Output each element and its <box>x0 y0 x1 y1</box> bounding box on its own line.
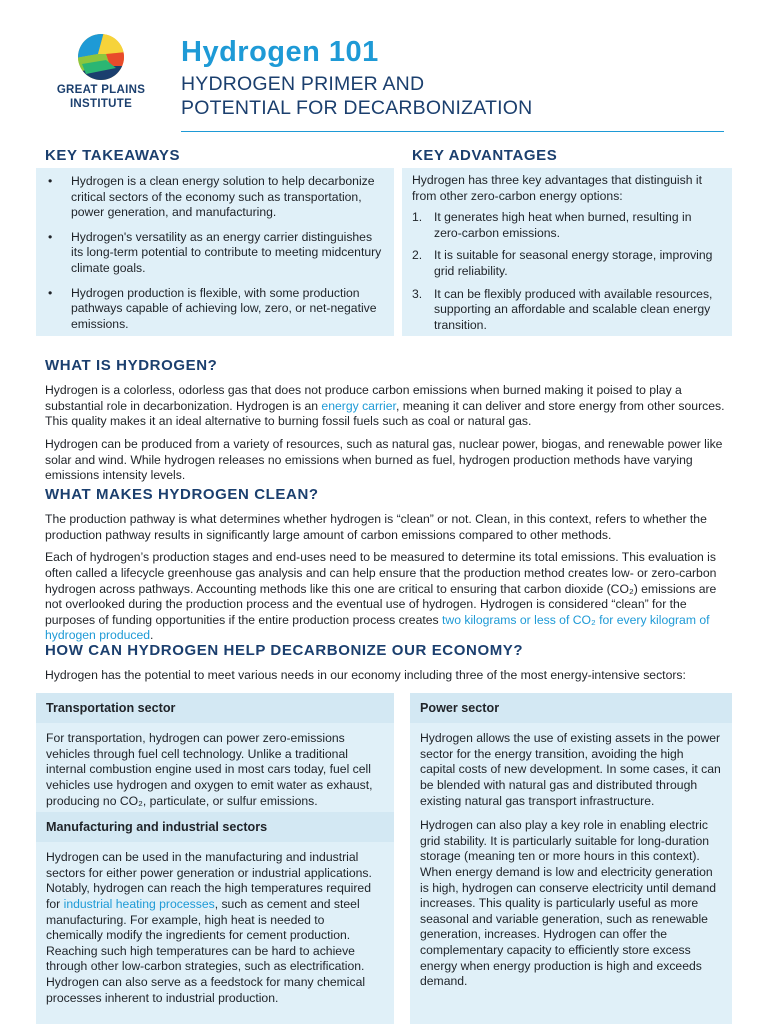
text-span: , such as cement and steel manufacturing. For example, high heat is needed to chemically modify the ingredients for cement production. Reaching such high temperatures can be hard to achieve through other low-carbon strategies, such as electrification. Hydrogen can also serve as a feedstock for many chemical processes inherent to industrial production. <box>46 896 366 1005</box>
list-item <box>412 287 722 334</box>
manufacturing-card <box>36 812 394 1024</box>
list-text: It generates high heat when burned, resulting in zero-carbon emissions. <box>434 210 692 240</box>
paragraph <box>45 383 727 430</box>
card-body: For transportation, hydrogen can power zero-emissions vehicles through fuel cell technology. Unlike a traditional internal combustion engine used in most cars today, fuel cell vehicles use hydrogen and oxygen to emit water as exhaust, producing no CO₂, particulate, or sulfur emissions. <box>36 723 394 837</box>
org-name-line2: INSTITUTE <box>69 97 133 110</box>
page-header <box>0 0 768 135</box>
card-body <box>36 842 394 1024</box>
list-number: 2. <box>412 248 423 263</box>
card-heading: Transportation sector <box>36 693 394 723</box>
list-item <box>412 248 722 279</box>
paragraph: Hydrogen has the potential to meet various needs in our economy including three of the most energy-intensive sectors: <box>45 668 686 683</box>
text-span: Hydrogen is a colorless, odorless gas that does not produce carbon emissions when burned making it poised to play a substantial role in decarbonization. Hydrogen is an <box>45 383 682 413</box>
industrial-heating-link[interactable]: industrial heating processes <box>63 896 215 911</box>
list-number: 3. <box>412 286 423 301</box>
list-item <box>412 210 722 241</box>
section-heading: WHAT MAKES HYDROGEN CLEAN? <box>45 486 319 503</box>
paragraph <box>45 550 727 644</box>
key-advantages-box <box>402 168 732 336</box>
org-name-line1: GREAT PLAINS <box>56 84 146 96</box>
two-kilograms-link[interactable]: two kilograms or less of CO₂ for every kilogram of hydrogen produced <box>45 612 710 643</box>
section-heading: WHAT IS HYDROGEN? <box>45 357 218 374</box>
page-subtitle <box>181 72 532 121</box>
great-plains-logo <box>42 32 160 112</box>
text-span: , meaning it can deliver and store energy from other sources. This quality makes it an ideal alternative to burning fossil fuels such as coal or natural gas. <box>45 398 725 429</box>
text-span: Hydrogen can be used in the manufacturing and industrial sectors for either power generation or industrial applications. Notably, hydrogen can reach the high temperatures required for <box>46 850 372 911</box>
what-makes-clean-section <box>45 485 727 651</box>
decarbonize-section <box>45 641 727 691</box>
energy-carrier-link[interactable]: energy carrier <box>321 398 396 413</box>
subtitle-line2: POTENTIAL FOR DECARBONIZATION <box>181 97 533 120</box>
paragraph: Hydrogen allows the use of existing assets in the power sector for the energy transition, avoiding the high capital costs of new development. In some cases, it can be blended with natural gas and distributed through existing natural gas transport infrastructure. <box>420 731 721 808</box>
section-heading: HOW CAN HYDROGEN HELP DECARBONIZE OUR ECONOMY? <box>45 642 524 659</box>
paragraph: Hydrogen can be produced from a variety of resources, such as natural gas, nuclear power, biogas, and renewable power like solar and wind. While hydrogen releases no emissions when burned as fuel, hydrogen production methods have varying emissions intensity levels. <box>45 437 723 483</box>
page-title: Hydrogen 101 <box>181 36 379 68</box>
card-heading: Manufacturing and industrial sectors <box>36 812 394 842</box>
key-takeaways-box <box>36 168 394 336</box>
advantages-list <box>412 210 722 333</box>
card-body <box>410 723 732 1024</box>
list-item: • Hydrogen's versatility as an energy carrier distinguishes its long-term potential to contribute to meeting midcentury climate goals. <box>46 230 384 277</box>
globe-logo-icon <box>76 32 126 82</box>
paragraph: The production pathway is what determines whether hydrogen is “clean” or not. Clean, in this context, refers to whether the production pathway results in significantly large amount of carbon emissions compared to other methods. <box>45 512 707 542</box>
takeaways-list <box>46 174 384 332</box>
power-card <box>410 693 732 1024</box>
what-is-hydrogen-section <box>45 356 727 491</box>
subtitle-line1: HYDROGEN PRIMER AND <box>181 73 425 95</box>
key-advantages-heading: KEY ADVANTAGES <box>412 147 558 164</box>
text-span: . <box>150 628 154 643</box>
card-heading: Power sector <box>410 693 732 723</box>
key-takeaways-heading: KEY TAKEAWAYS <box>45 147 181 164</box>
text-span: Each of hydrogen’s production stages and end-uses need to be measured to determine its total emissions. This evaluation is often called a lifecycle greenhouse gas analysis and can help ensure that the production method creates low- or zero-carbon hydrogen across pathways. Accounting methods like this one are critical to ensuring that carbon dioxide (CO₂) emissions are not overlooked during the production process and the eventual use of hydrogen. Hydrogen is considered “clean” for the purposes of funding opportunities if the entire production process creates <box>45 550 717 627</box>
advantages-intro: Hydrogen has three key advantages that distinguish it from other zero-carbon energy options: <box>412 173 702 203</box>
paragraph: Hydrogen can also play a key role in enabling electric grid stability. It is particularly suitable for long-duration storage (meaning ten or more hours in this context). When energy demand is low and electricity generation is high, hydrogen can conserve electricity until demand increases. This quality is particularly useful as more seasonal and variable generation, such as renewable generation, increases. Hydrogen can offer the complementary capacity to efficiently store excess energy when energy production is high and exceeds demand. <box>420 818 717 989</box>
list-item: • Hydrogen is a clean energy solution to help decarbonize critical sectors of the economy such as transportation, power generation, and manufacturing. <box>46 174 384 221</box>
header-divider <box>181 131 724 132</box>
list-item: • Hydrogen production is flexible, with some production pathways capable of achieving low, zero, or net-negative emissions. <box>46 286 384 333</box>
list-number: 1. <box>412 210 423 225</box>
list-text: It is suitable for seasonal energy storage, improving grid reliability. <box>434 248 713 279</box>
list-text: It can be flexibly produced with available resources, supporting an affordable and scalable clean energy transition. <box>434 286 713 332</box>
